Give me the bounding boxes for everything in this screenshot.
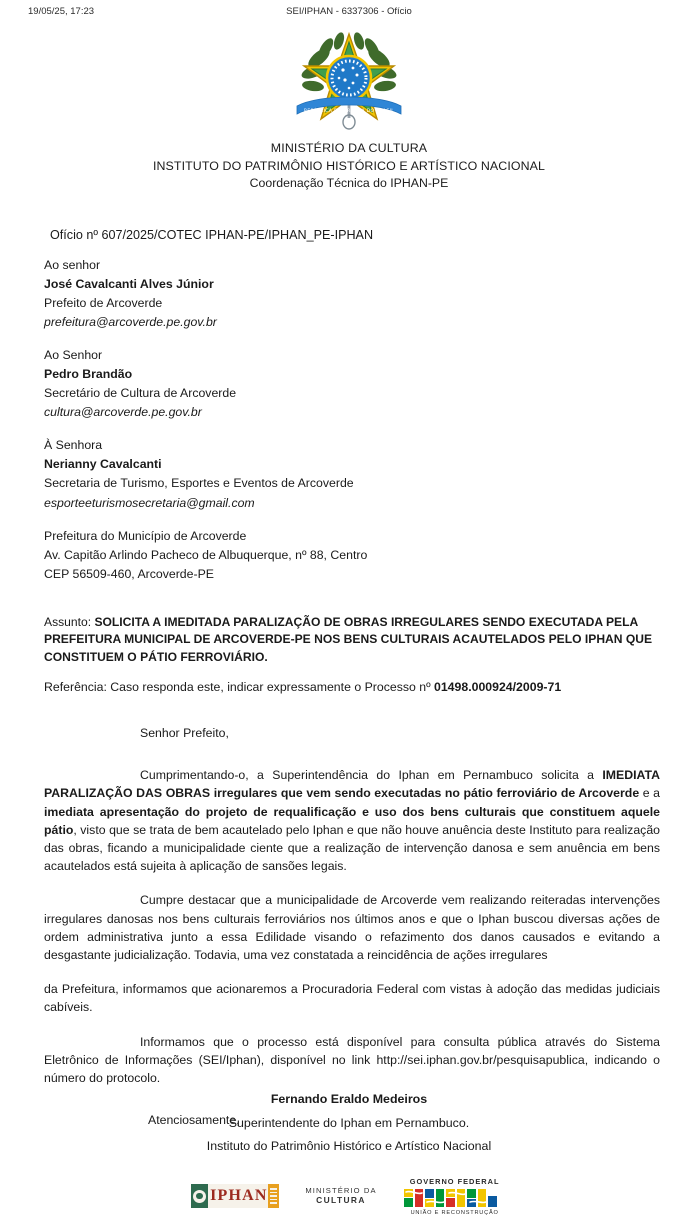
paragraph-2: Cumpre destacar que a municipalidade de Arcoverde vem realizando reiteradas intervenções irregulares danosas nos bens culturais ferroviários nos últimos anos e que o Iphan buscou diversas ações de ordem administrativa junto a essa Edilidade visando o refazimento dos danos causados e evitando a desgastante judicialização. Todavia, uma vez constatada a reincidência de ações irregulares [44,893,660,962]
governo-federal-label: GOVERNO FEDERAL [409,1176,500,1186]
technical-coordination: Coordenação Técnica do IPHAN-PE [249,176,449,191]
p1-bold1: IMEDIATA PARALIZAÇÃO DAS OBRAS [44,768,660,801]
recipient-email: esporteeturismosecretaria@gmail.com [44,495,255,510]
print-header-datetime: 19/05/25, 17:23 [28,6,95,17]
paragraph-2-continuation: da Prefeitura, informamos que acionaremos a Procuradoria Federal com vistas à adoção das medidas judiciais cabíveis. [44,982,660,1015]
subject-text: SOLICITA A IMEDITADA PARALIZAÇÃO DE OBRAS IRREGULARES SENDO EXECUTADA PELA PREFEITURA MUNICIPAL DE ARCOVERDE-PE NOS BENS CULTURAIS ACAUTELADOS PELO IPHAN QUE CONSTITUEM O PÁTIO FERROVIÁRIO. [44,614,653,664]
recipient-role: Prefeito de Arcoverde [44,296,163,311]
recipient-name: Pedro Brandão [44,367,133,382]
signatory-organization: Instituto do Patrimônio Histórico e Artístico Nacional [206,1139,492,1154]
process-number: 01498.000924/2009-71 [434,680,562,695]
p1-part3: e a [639,786,661,801]
paragraph-3: Informamos que o processo está disponível para consulta pública através do Sistema Eletrônico de Informações (SEI/Iphan), disponível no link http://sei.iphan.gov.br/pesquisapublica, indicando o número do protocolo. [44,1034,660,1085]
reference-line [44,680,660,694]
address-line-2: Av. Capitão Arlindo Pacheco de Albuquerque, nº 88, Centro [44,547,368,562]
iphan-rosette-icon [191,1184,208,1208]
recipient-treatment: Ao senhor [44,258,101,272]
signatory-name: Fernando Eraldo Medeiros [270,1092,428,1106]
salutation: Senhor Prefeito, [140,726,229,741]
footer-logos [0,1174,698,1218]
brasil-brandmark-icon [403,1187,507,1209]
print-header-doc-ref: SEI/IPHAN - 6337306 - Ofício [286,6,412,17]
mailing-address [44,527,660,584]
svg-text:REPÚBLICA FEDERATIVA DO BRASIL: REPÚBLICA FEDERATIVA DO BRASIL [303,109,395,114]
address-line-1: Prefeitura do Município de Arcoverde [44,528,247,543]
ministry-name: MINISTÉRIO DA CULTURA [270,141,428,155]
subject-line [44,614,660,667]
brasao-coat-of-arms-icon [293,28,405,133]
recipient-email: prefeitura@arcoverde.pe.gov.br [44,315,217,330]
oficio-number: Ofício nº 607/2025/COTEC IPHAN-PE/IPHAN_PE-IPHAN [50,228,374,242]
recipient-email: cultura@arcoverde.pe.gov.br [44,405,202,420]
p1-part1: Cumprimentando-o, a Superintendência do Iphan em Pernambuco solicita a [140,768,603,783]
paragraph-1 [44,766,660,875]
recipient-role: Secretaria de Turismo, Esportes e Eventos de Arcoverde [44,476,354,491]
recipient-role: Secretário de Cultura de Arcoverde [44,386,237,401]
ministry-logo-line-2: CULTURA [316,1195,366,1206]
recipient-block-1 [44,256,660,332]
print-header [0,6,698,20]
governo-federal-logo [403,1177,507,1216]
letter-body [44,228,660,1127]
iphan-wordmark: IPHAN [208,1184,268,1208]
signatory-role: Superintendente do Iphan em Pernambuco. [228,1115,470,1130]
ministry-logo-line-1: MINISTÉRIO DA [305,1186,377,1195]
p1-bold3: imediata apresentação do projeto de requalificação e uso dos bens culturais que constituem aquele pátio [44,804,660,837]
subject-label: Assunto: [44,614,92,629]
recipient-block-3 [44,436,660,512]
recipient-name: Nerianny Cavalcanti [44,457,162,472]
closing: Atenciosamente, [148,1113,240,1128]
address-line-3: CEP 56509-460, Arcoverde-PE [44,566,214,581]
uniao-reconstrucao-label: UNIÃO E RECONSTRUÇÃO [410,1209,499,1216]
iphan-stripes-icon [268,1184,280,1208]
recipient-name: José Cavalcanti Alves Júnior [44,277,214,292]
recipient-treatment: Ao Senhor [44,348,103,363]
recipient-block-2 [44,346,660,422]
p1-part4: , visto que se trata de bem acautelado pelo Iphan e que não houve anuência deste Instituto para realização das obras, ficando a municipalidade ciente que a realização de intervenção danosa e sem anuência em bens acautelados está sujeita à aplicação de sansões legais. [44,822,660,874]
iphan-logo [191,1184,279,1208]
reference-label: Referência: Caso responda este, indicar expressamente o Processo nº [44,680,434,695]
institutional-header [0,140,698,193]
p1-bold2: irregulares que vem sendo executadas no pátio ferroviário de Arcoverde [213,786,640,801]
ministry-of-culture-logo [305,1186,376,1206]
signature-block [0,1088,698,1159]
institute-name: INSTITUTO DO PATRIMÔNIO HISTÓRICO E ARTÍSTICO NACIONAL [152,158,546,173]
recipient-treatment: À Senhora [44,438,103,453]
